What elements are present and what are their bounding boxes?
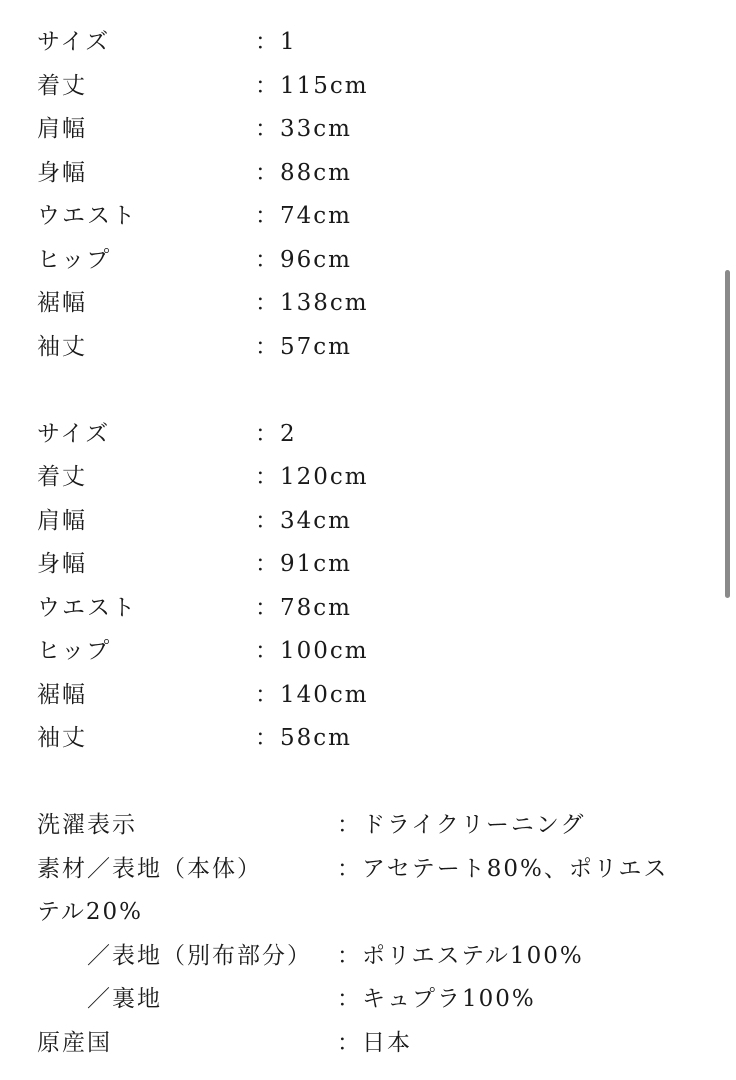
wash-row <box>37 801 697 845</box>
spec-row <box>37 410 697 454</box>
spec-value: ：33cm <box>255 116 352 143</box>
material-sub-label-2: ／裏地 <box>87 986 162 1013</box>
spec-value: ：78cm <box>255 594 352 621</box>
spec-label: 身幅 <box>37 551 87 578</box>
size-block-2 <box>37 410 697 758</box>
spec-row <box>37 627 697 671</box>
spec-value: ：140cm <box>255 681 369 708</box>
spec-row <box>37 192 697 236</box>
spec-value: ：120cm <box>255 464 369 491</box>
spec-label: ウエスト <box>37 203 137 230</box>
spec-row <box>37 540 697 584</box>
spec-label: 肩幅 <box>37 507 87 534</box>
spec-row <box>37 453 697 497</box>
origin-row <box>37 1019 697 1063</box>
care-material-block <box>37 801 697 1062</box>
spec-value: ：58cm <box>255 725 352 752</box>
origin-label: 原産国 <box>37 1029 112 1056</box>
spec-label: サイズ <box>37 420 111 447</box>
spec-row <box>37 105 697 149</box>
spec-value: ：88cm <box>255 159 352 186</box>
spec-label: 身幅 <box>37 159 87 186</box>
origin-value: ：日本 <box>337 1029 412 1056</box>
wash-value: ：ドライクリーニング <box>337 812 586 839</box>
section-spacer <box>37 366 697 410</box>
material-value: ：アセテート80%、ポリエス <box>337 855 669 882</box>
spec-row <box>37 149 697 193</box>
spec-row <box>37 323 697 367</box>
spec-value: ：74cm <box>255 203 352 230</box>
spec-value: ：100cm <box>255 638 369 665</box>
spec-label: 裾幅 <box>37 681 87 708</box>
material-row <box>37 845 697 889</box>
spec-row <box>37 62 697 106</box>
material-value-continued: テル20% <box>37 899 143 926</box>
spec-value: ：57cm <box>255 333 352 360</box>
material-sub-label-1: ／表地（別布部分） <box>87 942 312 969</box>
spec-row <box>37 714 697 758</box>
spec-label: 着丈 <box>37 72 87 99</box>
spec-row <box>37 671 697 715</box>
spec-row <box>37 279 697 323</box>
spec-value: ：34cm <box>255 507 352 534</box>
spec-label: サイズ <box>37 29 111 56</box>
spec-label: 着丈 <box>37 464 87 491</box>
material-sub-value-2: ：キュプラ100% <box>337 986 536 1013</box>
product-spec-document <box>37 18 697 1062</box>
spec-row <box>37 18 697 62</box>
vertical-scrollbar[interactable] <box>725 270 730 598</box>
spec-value: ：96cm <box>255 246 352 273</box>
spec-value: ：1 <box>255 29 297 56</box>
spec-row <box>37 236 697 280</box>
section-spacer <box>37 758 697 802</box>
spec-label: 袖丈 <box>37 333 87 360</box>
spec-value: ：2 <box>255 420 297 447</box>
spec-value: ：138cm <box>255 290 369 317</box>
spec-row <box>37 584 697 628</box>
spec-label: 裾幅 <box>37 290 87 317</box>
spec-label: ヒップ <box>37 638 112 665</box>
spec-row <box>37 497 697 541</box>
spec-label: ウエスト <box>37 594 137 621</box>
spec-label: 袖丈 <box>37 725 87 752</box>
spec-label: ヒップ <box>37 246 112 273</box>
material-sub-value-1: ：ポリエステル100% <box>337 942 584 969</box>
spec-value: ：91cm <box>255 551 352 578</box>
size-block-1 <box>37 18 697 366</box>
material-sub-row-1 <box>37 932 697 976</box>
wash-label: 洗濯表示 <box>37 812 137 839</box>
material-row-continued <box>37 888 697 932</box>
material-label: 素材／表地（本体） <box>37 855 262 882</box>
material-sub-row-2 <box>37 975 697 1019</box>
spec-label: 肩幅 <box>37 116 87 143</box>
spec-value: ：115cm <box>255 72 369 99</box>
